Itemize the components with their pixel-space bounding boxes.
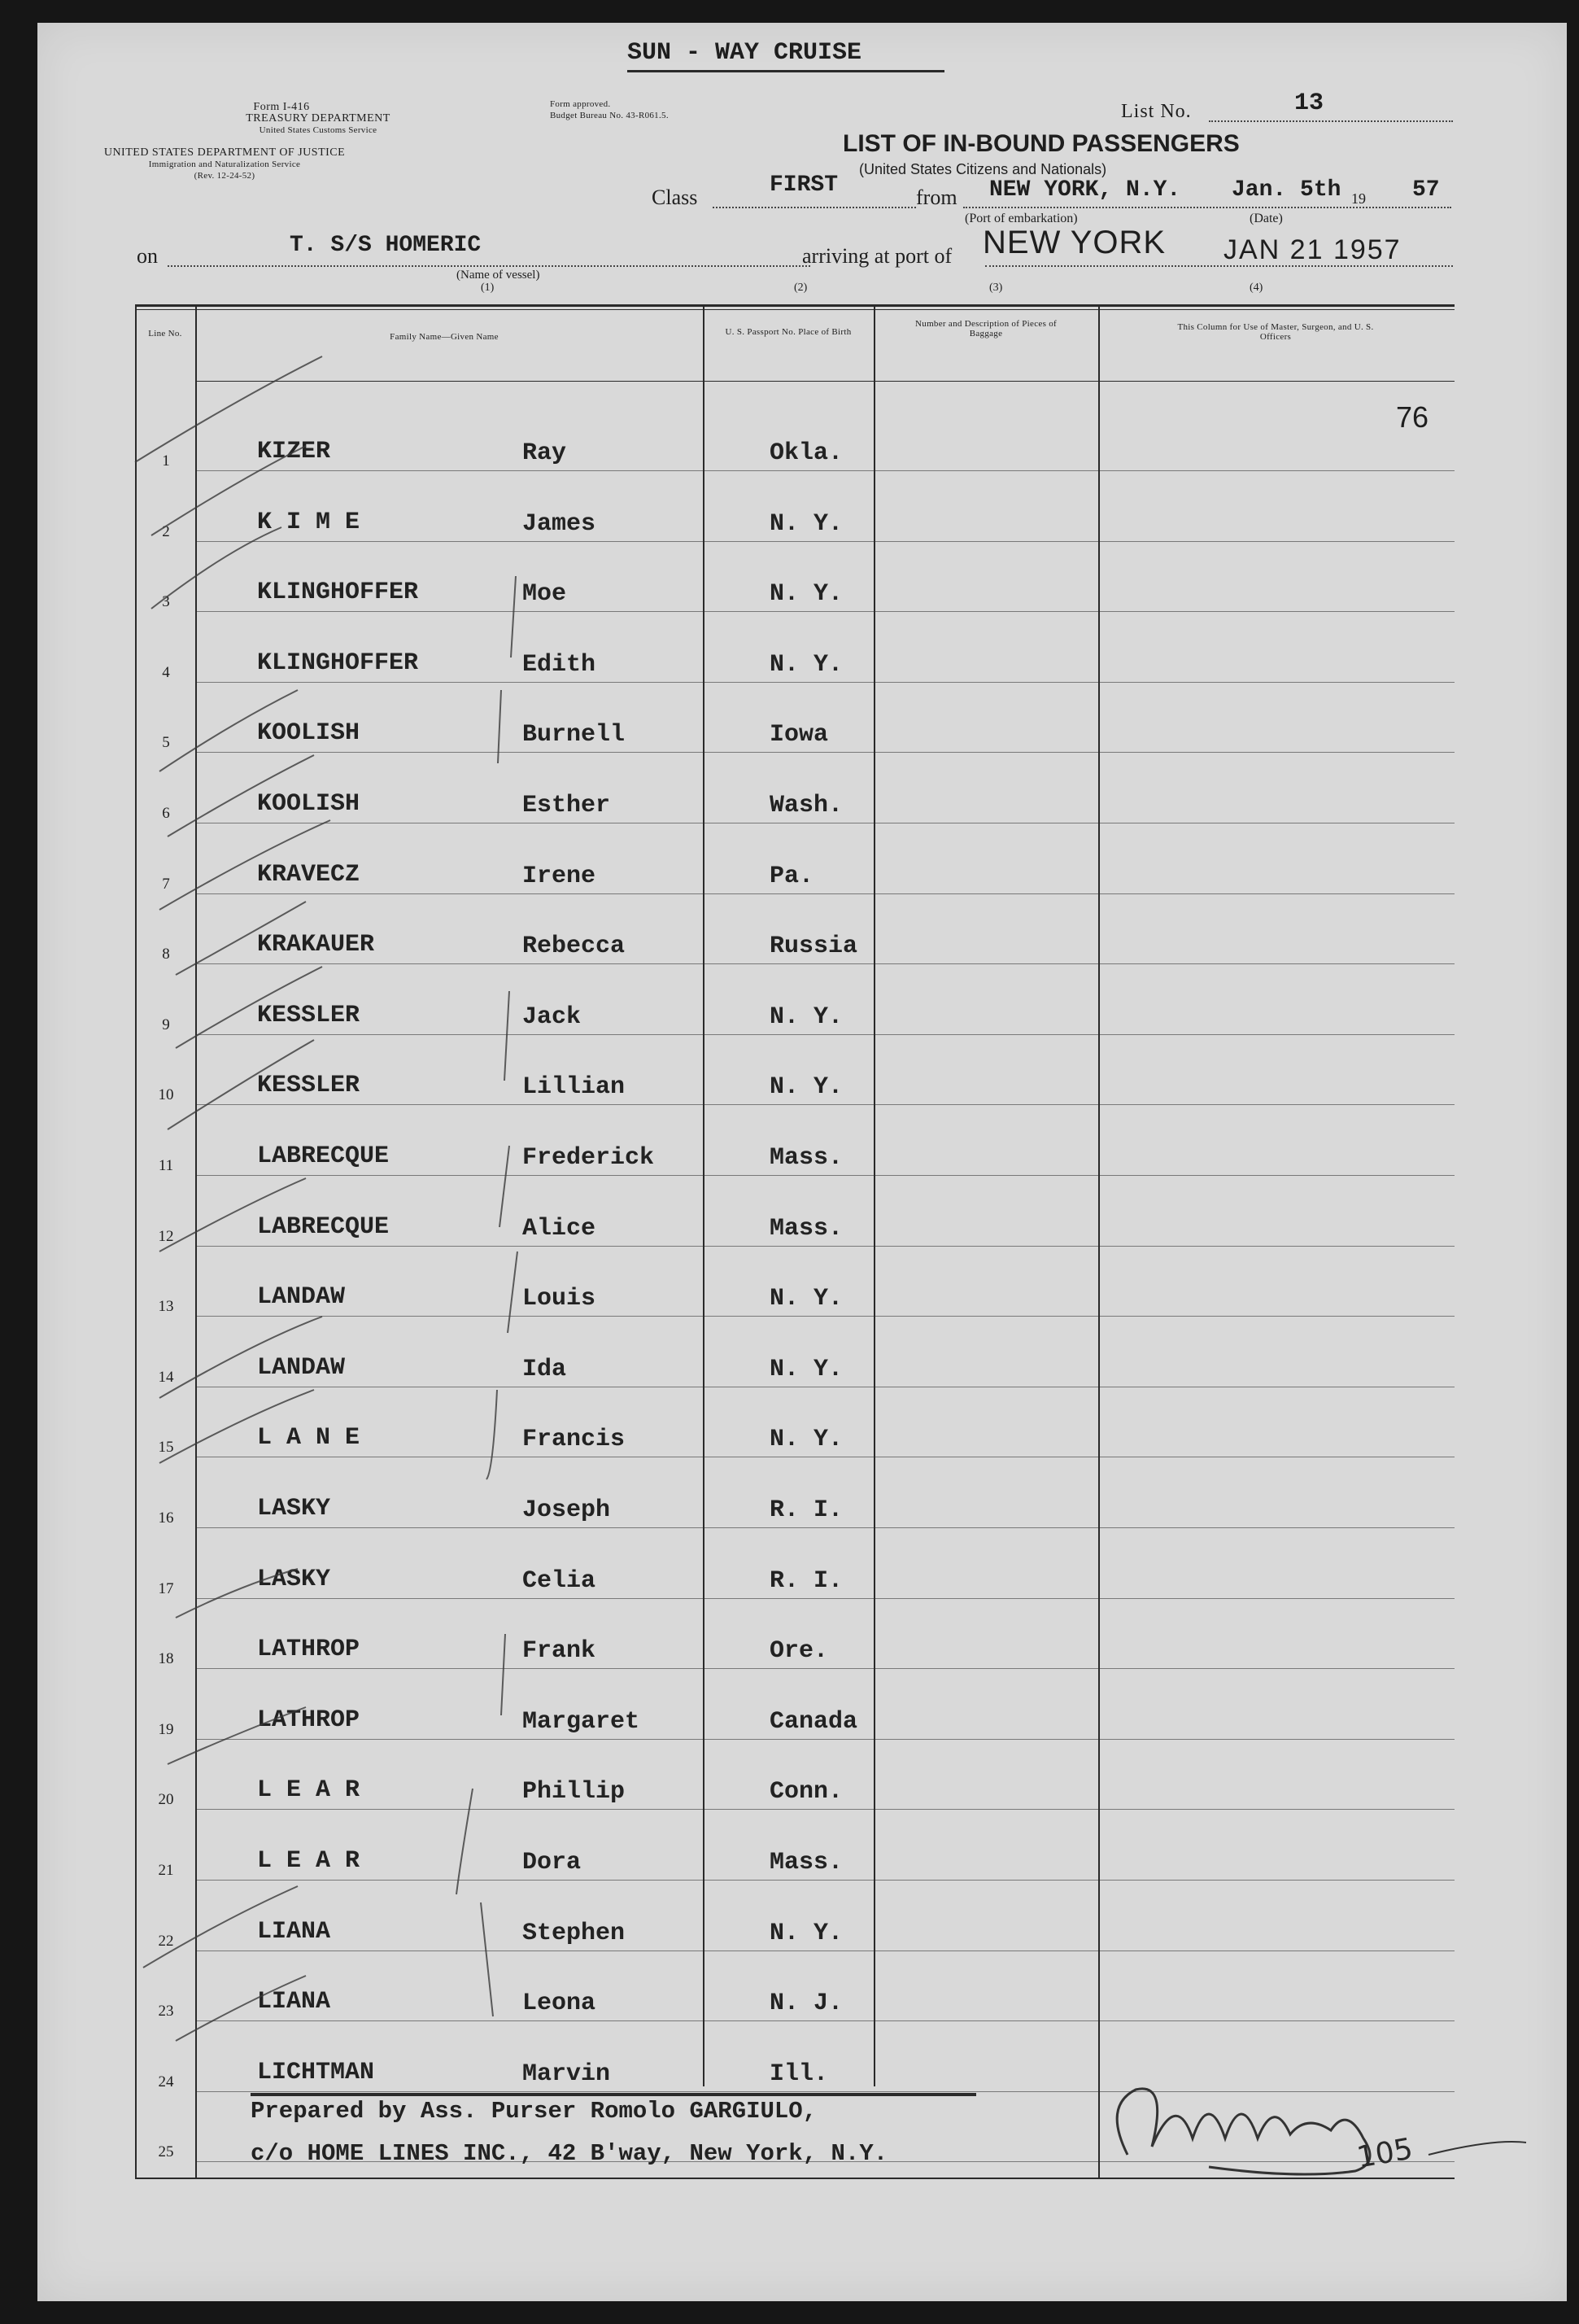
embarkation-caption: (Port of embarkation) bbox=[965, 212, 1078, 225]
customs-service: United States Customs Service bbox=[259, 125, 377, 135]
year-value: 57 bbox=[1412, 177, 1440, 203]
family-name: KESSLER bbox=[257, 1001, 360, 1029]
line-number: 10 bbox=[158, 1086, 174, 1104]
vessel-caption: (Name of vessel) bbox=[456, 269, 540, 282]
given-name: Esther bbox=[522, 792, 611, 819]
given-name: Francis bbox=[522, 1426, 626, 1454]
given-name: Dora bbox=[522, 1849, 582, 1876]
family-name: KOOLISH bbox=[257, 719, 360, 748]
col-num-2: (2) bbox=[794, 282, 808, 294]
family-name: LABRECQUE bbox=[257, 1212, 390, 1241]
tick-mark bbox=[176, 967, 322, 1048]
tick-mark bbox=[159, 1178, 306, 1252]
given-name: Moe bbox=[522, 580, 567, 609]
family-name: KLINGHOFFER bbox=[257, 649, 419, 677]
tick-mark bbox=[143, 1886, 298, 1968]
place-of-birth: Ill. bbox=[770, 2060, 829, 2088]
place-of-birth: N. J. bbox=[770, 1990, 844, 2018]
ins-service: Immigration and Naturalization Service bbox=[148, 159, 301, 169]
tick-mark bbox=[176, 1569, 298, 1618]
line-number: 18 bbox=[158, 1650, 174, 1668]
given-name: Frederick bbox=[522, 1144, 655, 1172]
line-number: 7 bbox=[162, 875, 170, 893]
manifest-page bbox=[37, 23, 1567, 2301]
line-number: 25 bbox=[158, 2143, 174, 2161]
place-of-birth: N. Y. bbox=[770, 580, 844, 609]
family-name: KIZER bbox=[257, 438, 331, 465]
place-of-birth: N. Y. bbox=[770, 1073, 844, 1102]
place-of-birth: N. Y. bbox=[770, 1285, 844, 1313]
arriving-label: arriving at port of bbox=[802, 244, 953, 268]
budget-bureau: Budget Bureau No. 43-R061.5. bbox=[550, 111, 669, 120]
place-of-birth: Okla. bbox=[770, 439, 844, 467]
given-name: Louis bbox=[522, 1285, 596, 1313]
arrival-port: NEW YORK bbox=[983, 225, 1167, 260]
given-name: Stephen bbox=[522, 1919, 626, 1947]
line-number: 24 bbox=[158, 2073, 174, 2090]
tick-mark bbox=[176, 1976, 306, 2041]
family-name: L E A R bbox=[257, 1776, 360, 1805]
line-number: 1 bbox=[162, 452, 170, 470]
bracket-mark bbox=[511, 576, 516, 657]
agent-address: c/o HOME LINES INC., 42 B'way, New York, N.Y. bbox=[251, 2140, 888, 2167]
justice-dept: UNITED STATES DEPARTMENT OF JUSTICE bbox=[103, 146, 346, 159]
family-name: KESSLER bbox=[257, 1072, 360, 1100]
arrival-date-stamp: JAN 21 1957 bbox=[1224, 234, 1402, 265]
col-header-officers: This Column for Use of Master, Surgeon, and U. S. Officers bbox=[1177, 322, 1374, 342]
place-of-birth: Wash. bbox=[770, 792, 844, 819]
family-name: L E A R bbox=[257, 1847, 360, 1875]
year-prefix: 19 bbox=[1351, 190, 1366, 207]
tick-mark bbox=[135, 356, 322, 462]
family-name: LIANA bbox=[257, 1917, 331, 1946]
class-label: Class bbox=[652, 186, 698, 209]
family-name: KRAKAUER bbox=[257, 931, 375, 959]
col-header-name: Family Name—Given Name bbox=[390, 332, 499, 342]
col-header-passport: U. S. Passport No. Place of Birth bbox=[725, 327, 852, 337]
given-name: James bbox=[522, 509, 596, 538]
place-of-birth: Canada bbox=[770, 1707, 858, 1736]
line-number: 9 bbox=[162, 1016, 170, 1033]
family-name: LATHROP bbox=[257, 1636, 360, 1664]
bracket-mark bbox=[481, 1902, 493, 2016]
given-name: Lillian bbox=[522, 1073, 626, 1102]
cruise-title: SUN - WAY CRUISE bbox=[627, 39, 862, 67]
place-of-birth: Russia bbox=[770, 933, 858, 961]
list-no-value: 13 bbox=[1294, 90, 1324, 117]
list-no-label: List No. bbox=[1121, 101, 1192, 122]
bracket-mark bbox=[456, 1789, 473, 1894]
form-approved: Form approved. bbox=[550, 99, 611, 109]
place-of-birth: Ore. bbox=[770, 1637, 829, 1666]
line-number: 23 bbox=[158, 2003, 174, 2020]
place-of-birth: R. I. bbox=[770, 1566, 844, 1595]
given-name: Ray bbox=[522, 439, 567, 467]
family-name: LASKY bbox=[257, 1495, 331, 1522]
line-number: 16 bbox=[158, 1509, 174, 1527]
given-name: Burnell bbox=[522, 721, 626, 749]
line-number: 4 bbox=[162, 663, 170, 681]
given-name: Jack bbox=[522, 1003, 582, 1031]
line-number: 15 bbox=[158, 1439, 174, 1457]
given-name: Celia bbox=[522, 1566, 596, 1595]
form-revision: (Rev. 12-24-52) bbox=[194, 171, 255, 181]
tick-mark bbox=[159, 820, 330, 910]
given-name: Leona bbox=[522, 1990, 596, 2018]
bracket-mark bbox=[501, 1634, 505, 1715]
given-name: Joseph bbox=[522, 1496, 611, 1524]
tick-mark bbox=[168, 1707, 306, 1764]
col-header-line-no: Line No. bbox=[148, 329, 182, 339]
place-of-birth: Iowa bbox=[770, 721, 829, 749]
date-value: Jan. 5th bbox=[1232, 177, 1341, 203]
col-num-4: (4) bbox=[1250, 282, 1263, 294]
line-number: 20 bbox=[158, 1791, 174, 1809]
list-subtitle: (United States Citizens and Nationals) bbox=[859, 161, 1107, 177]
line-number: 13 bbox=[158, 1298, 174, 1316]
place-of-birth: N. Y. bbox=[770, 650, 844, 679]
given-name: Alice bbox=[522, 1214, 596, 1243]
footer-rule bbox=[251, 2093, 976, 2096]
col-num-1: (1) bbox=[481, 282, 495, 294]
col-num-3: (3) bbox=[989, 282, 1003, 294]
given-name: Marvin bbox=[522, 2060, 611, 2088]
line-number: 2 bbox=[162, 522, 170, 540]
place-of-birth: N. Y. bbox=[770, 1919, 844, 1947]
bracket-mark bbox=[504, 991, 509, 1081]
bracket-mark bbox=[508, 1252, 517, 1333]
line-number: 6 bbox=[162, 805, 170, 822]
on-label: on bbox=[137, 244, 158, 268]
given-name: Frank bbox=[522, 1637, 596, 1666]
treasury-dept: TREASURY DEPARTMENT bbox=[246, 112, 390, 124]
tick-mark bbox=[168, 1040, 314, 1129]
signature-scrawl bbox=[1087, 2057, 1542, 2204]
bracket-mark bbox=[498, 690, 501, 763]
count-note: 76 bbox=[1396, 400, 1429, 434]
family-name: KLINGHOFFER bbox=[257, 579, 419, 607]
tick-mark bbox=[168, 755, 314, 837]
family-name: LANDAW bbox=[257, 1283, 346, 1312]
line-number: 21 bbox=[158, 1862, 174, 1879]
line-number: 3 bbox=[162, 593, 170, 611]
family-name: L A N E bbox=[257, 1424, 360, 1452]
tick-mark bbox=[176, 902, 306, 975]
bracket-mark bbox=[486, 1390, 497, 1479]
given-name: Margaret bbox=[522, 1707, 640, 1736]
list-title: LIST OF IN-BOUND PASSENGERS bbox=[843, 130, 1240, 157]
tick-mark bbox=[151, 527, 281, 609]
place-of-birth: N. Y. bbox=[770, 1355, 844, 1383]
place-of-birth: Conn. bbox=[770, 1778, 844, 1806]
family-name: LASKY bbox=[257, 1565, 331, 1593]
family-name: LICHTMAN bbox=[257, 2058, 375, 2086]
place-of-birth: Mass. bbox=[770, 1849, 844, 1876]
given-name: Phillip bbox=[522, 1778, 626, 1806]
place-of-birth: N. Y. bbox=[770, 1426, 844, 1454]
tick-mark bbox=[151, 446, 306, 535]
col-header-baggage: Number and Description of Pieces of Baggage bbox=[915, 319, 1057, 339]
form-number: Form I-416 bbox=[253, 101, 310, 113]
tick-mark bbox=[159, 1317, 322, 1398]
from-value: NEW YORK, N.Y. bbox=[989, 177, 1181, 203]
line-number: 17 bbox=[158, 1579, 174, 1597]
from-label: from bbox=[916, 186, 957, 209]
line-number: 12 bbox=[158, 1227, 174, 1245]
line-number: 19 bbox=[158, 1720, 174, 1738]
given-name: Edith bbox=[522, 650, 596, 679]
place-of-birth: N. Y. bbox=[770, 1003, 844, 1031]
given-name: Rebecca bbox=[522, 933, 626, 961]
place-of-birth: Mass. bbox=[770, 1144, 844, 1172]
family-name: LATHROP bbox=[257, 1706, 360, 1734]
line-number: 11 bbox=[158, 1157, 174, 1174]
family-name: KOOLISH bbox=[257, 790, 360, 818]
given-name: Irene bbox=[522, 862, 596, 890]
family-name: LABRECQUE bbox=[257, 1142, 390, 1170]
family-name: KRAVECZ bbox=[257, 860, 360, 889]
vessel-name: T. S/S HOMERIC bbox=[290, 233, 482, 258]
line-number: 5 bbox=[162, 734, 170, 752]
given-name: Ida bbox=[522, 1355, 567, 1383]
date-caption: (Date) bbox=[1250, 212, 1283, 225]
class-value: FIRST bbox=[770, 173, 839, 198]
line-number: 22 bbox=[158, 1932, 174, 1950]
line-number: 14 bbox=[158, 1368, 174, 1386]
place-of-birth: Mass. bbox=[770, 1214, 844, 1243]
family-name: K I M E bbox=[257, 508, 360, 536]
family-name: LIANA bbox=[257, 1988, 331, 2016]
pencil-marks bbox=[37, 23, 1567, 2301]
family-name: LANDAW bbox=[257, 1353, 346, 1382]
place-of-birth: Pa. bbox=[770, 862, 814, 890]
place-of-birth: R. I. bbox=[770, 1496, 844, 1524]
tick-mark bbox=[159, 1390, 314, 1463]
margin-note: 105 bbox=[1354, 2132, 1415, 2175]
line-number: 8 bbox=[162, 946, 170, 963]
place-of-birth: N. Y. bbox=[770, 509, 844, 538]
tick-mark bbox=[159, 690, 298, 771]
bracket-mark bbox=[499, 1146, 509, 1227]
prepared-by: Prepared by Ass. Purser Romolo GARGIULO, bbox=[251, 2098, 818, 2125]
